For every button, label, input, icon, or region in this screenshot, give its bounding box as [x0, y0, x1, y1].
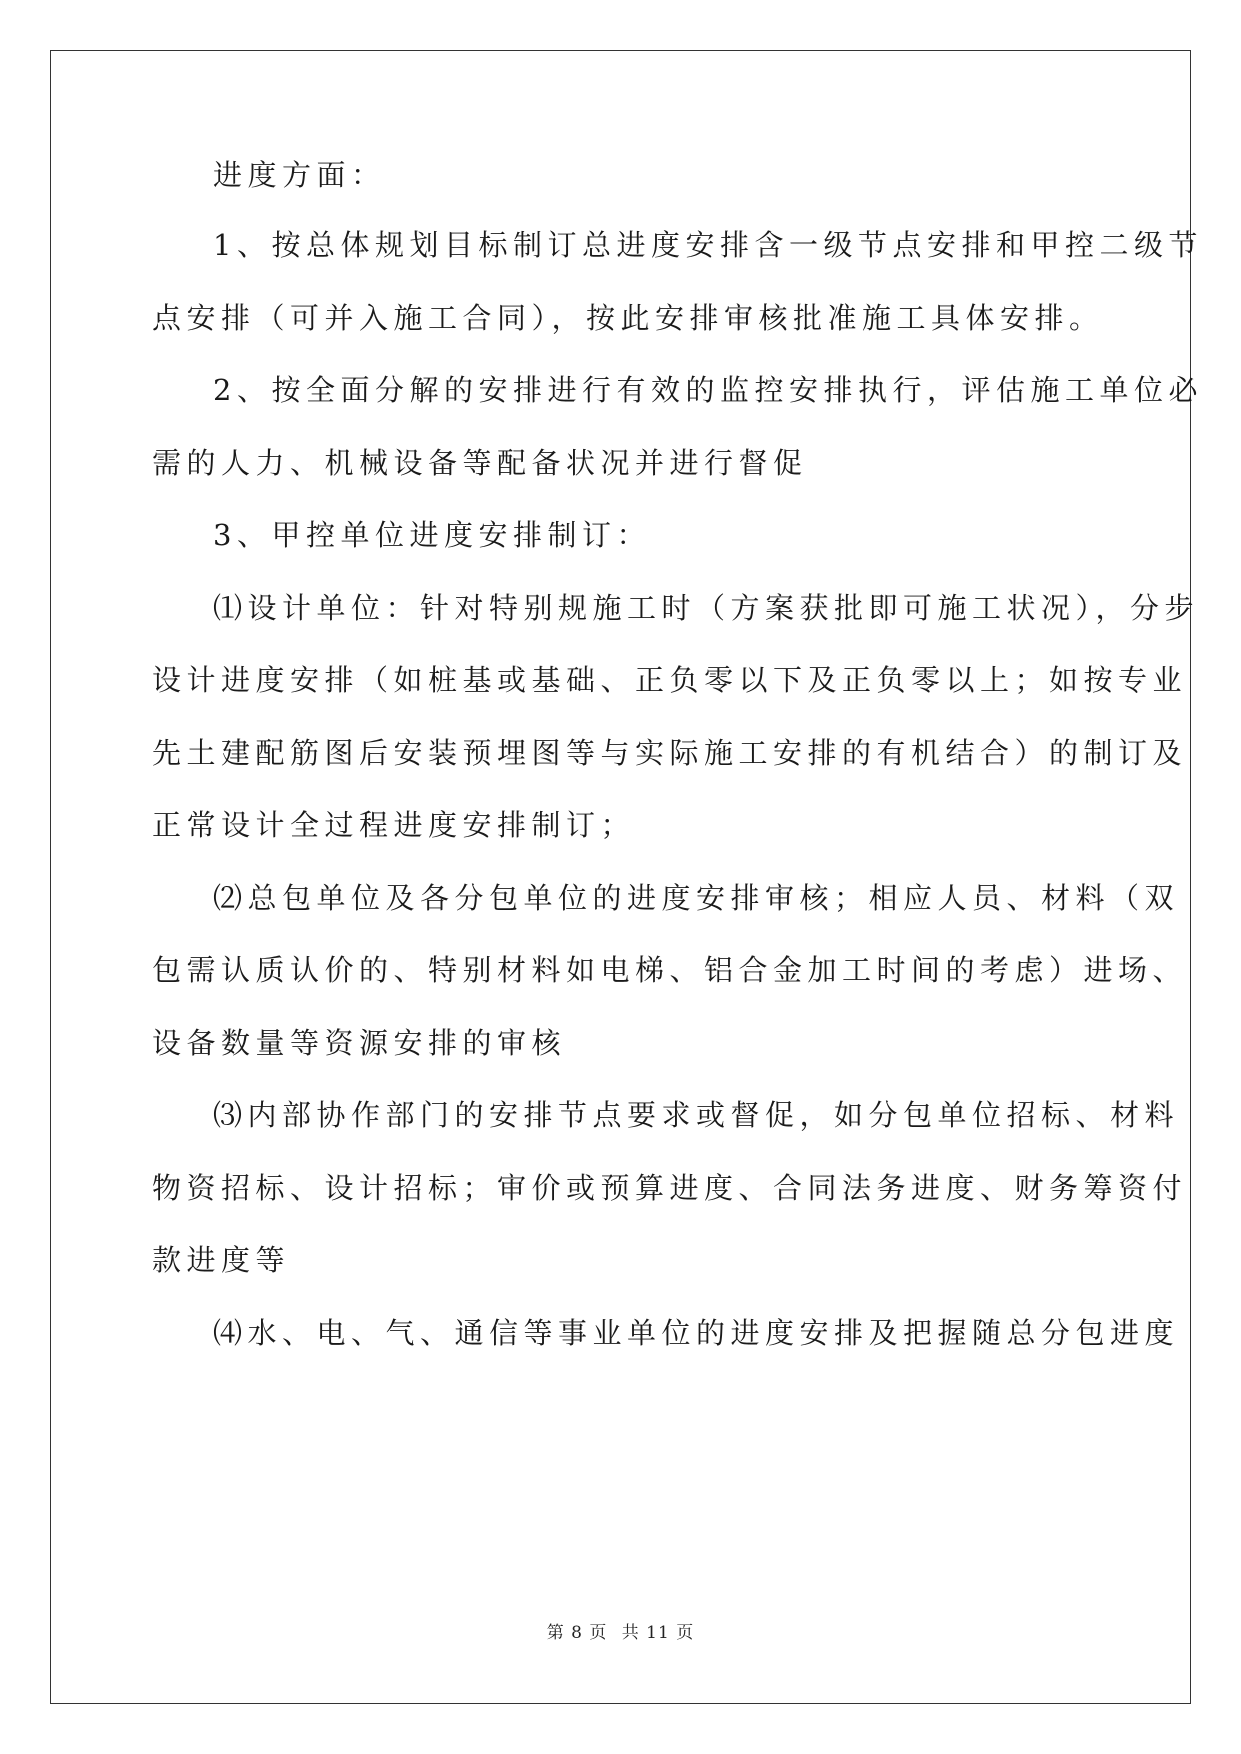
page-number: 第 8 页	[546, 1623, 608, 1643]
paragraph-line: 物资招标、设计招标；审价或预算进度、合同法务进度、财务筹资付	[152, 1171, 1188, 1205]
paragraph-line: ⑴设计单位：针对特别规施工时（方案获批即可施工状况），分步	[213, 591, 1200, 625]
paragraph-line: 设备数量等资源安排的审核	[152, 1026, 567, 1060]
page-total: 共 11 页	[621, 1623, 695, 1643]
paragraph-line: 正常设计全过程进度安排制订；	[152, 808, 636, 842]
paragraph-line: 1、按总体规划目标制订总进度安排含一级节点安排和甲控二级节	[213, 228, 1203, 262]
paragraph-line: 款进度等	[152, 1243, 291, 1277]
paragraph-line: 先土建配筋图后安装预埋图等与实际施工安排的有机结合）的制订及	[152, 736, 1188, 770]
paragraph-line: 3、甲控单位进度安排制订：	[213, 518, 651, 552]
paragraph-line: 设计进度安排（如桩基或基础、正负零以下及正负零以上；如按专业	[152, 663, 1188, 697]
paragraph-heading-progress: 进度方面：	[213, 158, 386, 192]
paragraph-line: 2、按全面分解的安排进行有效的监控安排执行，评估施工单位必	[213, 373, 1203, 407]
paragraph-line: 包需认质认价的、特别材料如电梯、铝合金加工时间的考虑）进场、	[152, 953, 1188, 987]
paragraph-line: ⑶内部协作部门的安排节点要求或督促，如分包单位招标、材料	[213, 1098, 1180, 1132]
paragraph-line: ⑵总包单位及各分包单位的进度安排审核；相应人员、材料（双	[213, 881, 1180, 915]
paragraph-line: ⑷水、电、气、通信等事业单位的进度安排及把握随总分包进度	[213, 1316, 1180, 1350]
paragraph-line: 点安排（可并入施工合同），按此安排审核批准施工具体安排。	[152, 301, 1104, 335]
paragraph-line: 需的人力、机械设备等配备状况并进行督促	[152, 446, 808, 480]
page-footer	[0, 1618, 1241, 1643]
